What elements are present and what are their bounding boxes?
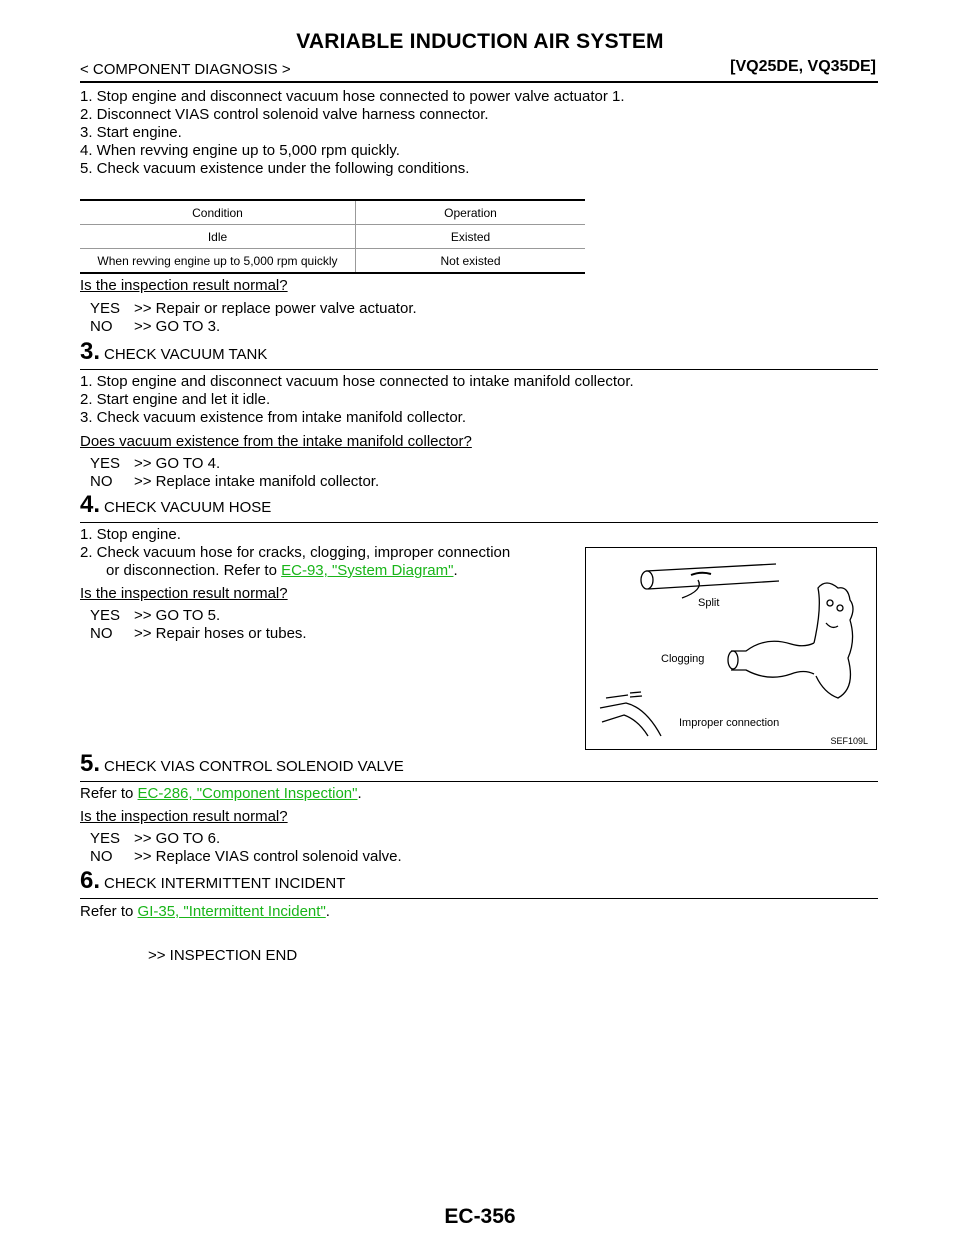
step2-yes-row [90,300,417,318]
inspection-end: >> INSPECTION END [148,947,298,964]
yes-tag: YES [90,455,121,472]
no-text: >> Replace VIAS control solenoid valve. [134,848,402,865]
step-number: 5. [80,750,101,777]
step2-item-2: 2. Disconnect VIAS control solenoid valve harness connector. [80,106,489,123]
table-cell: When revving engine up to 5,000 rpm quickly [80,249,356,274]
step2-item-5: 5. Check vacuum existence under the following conditions. [80,160,470,177]
step-title: CHECK VIAS CONTROL SOLENOID VALVE [104,758,404,775]
figure-code: SEF109L [830,736,868,746]
step2-no-row [90,318,220,336]
condition-table [80,199,585,274]
table-row [80,225,585,249]
period: . [357,785,362,802]
table-cell: Idle [80,225,356,249]
step2-question: Is the inspection result normal? [80,277,288,294]
step5-question: Is the inspection result normal? [80,808,288,825]
header-rule [80,81,878,83]
breadcrumb: < COMPONENT DIAGNOSIS > [80,61,291,78]
yes-tag: YES [90,830,121,847]
vacuum-hose-figure [585,547,877,750]
table-cell: Existed [356,225,586,249]
no-tag: NO [90,625,113,642]
step-number: 3. [80,338,101,365]
period: . [325,903,330,920]
refer-text: Refer to [80,903,134,920]
no-text: >> GO TO 3. [134,318,221,335]
table-header-condition: Condition [80,200,356,225]
step6-refer-line [80,903,330,921]
no-tag: NO [90,848,113,865]
component-inspection-link[interactable]: EC-286, "Component Inspection" [137,785,358,802]
clogging-hose-drawing [728,583,853,698]
split-hose-drawing [641,564,779,598]
step6-heading [80,867,878,899]
step3-question: Does vacuum existence from the intake manifold collector? [80,433,472,450]
no-tag: NO [90,318,113,335]
step2-item-3: 3. Start engine. [80,124,182,141]
hose-illustration [586,548,876,749]
figure-label-split: Split [698,597,720,609]
yes-text: >> GO TO 6. [134,830,221,847]
table-row [80,249,585,274]
no-tag: NO [90,473,113,490]
system-diagram-link[interactable]: EC-93, "System Diagram" [281,562,454,579]
step3-item-1: 1. Stop engine and disconnect vacuum hose connected to intake manifold collector. [80,373,634,390]
step5-yes-row [90,830,220,848]
step3-heading [80,338,878,370]
no-text: >> Repair hoses or tubes. [134,625,307,642]
step4-question: Is the inspection result normal? [80,585,288,602]
figure-label-clogging: Clogging [661,653,705,665]
yes-text: >> GO TO 5. [134,607,221,624]
step4-no-row [90,625,307,643]
table-cell: Not existed [356,249,586,274]
period: . [453,562,458,579]
step4-item-2-continued [106,562,458,580]
step3-item-2: 2. Start engine and let it idle. [80,391,271,408]
engine-tag: [VQ25DE, VQ35DE] [730,58,876,75]
step4-item-1: 1. Stop engine. [80,526,181,543]
step4-item-2: 2. Check vacuum hose for cracks, clogging, improper connection [80,544,511,561]
refer-text: Refer to [80,785,134,802]
yes-tag: YES [90,300,121,317]
step3-yes-row [90,455,220,473]
step-number: 4. [80,491,101,518]
step-title: CHECK VACUUM TANK [104,346,268,363]
step-number: 6. [80,867,101,894]
refer-text: or disconnection. Refer to [106,562,277,579]
table-header-operation: Operation [356,200,586,225]
page-title: VARIABLE INDUCTION AIR SYSTEM [296,30,664,53]
intermittent-incident-link[interactable]: GI-35, "Intermittent Incident" [137,903,326,920]
yes-tag: YES [90,607,121,624]
step3-item-3: 3. Check vacuum existence from intake manifold collector. [80,409,467,426]
figure-label-improper-connection: Improper connection [679,717,780,729]
step5-refer-line [80,785,362,803]
step5-heading [80,750,878,782]
step5-no-row [90,848,402,866]
step2-item-4: 4. When revving engine up to 5,000 rpm quickly. [80,142,400,159]
step3-no-row [90,473,379,491]
yes-text: >> GO TO 4. [134,455,221,472]
no-text: >> Replace intake manifold collector. [134,473,380,490]
step4-yes-row [90,607,220,625]
step4-heading [80,491,878,523]
step-title: CHECK INTERMITTENT INCIDENT [104,875,346,892]
page-number: EC-356 [444,1205,516,1228]
yes-text: >> Repair or replace power valve actuator. [134,300,417,317]
step2-item-1: 1. Stop engine and disconnect vacuum hose connected to power valve actuator 1. [80,88,625,105]
table-header-row [80,200,585,225]
improper-connection-drawing [600,692,661,736]
step-title: CHECK VACUUM HOSE [104,499,272,516]
